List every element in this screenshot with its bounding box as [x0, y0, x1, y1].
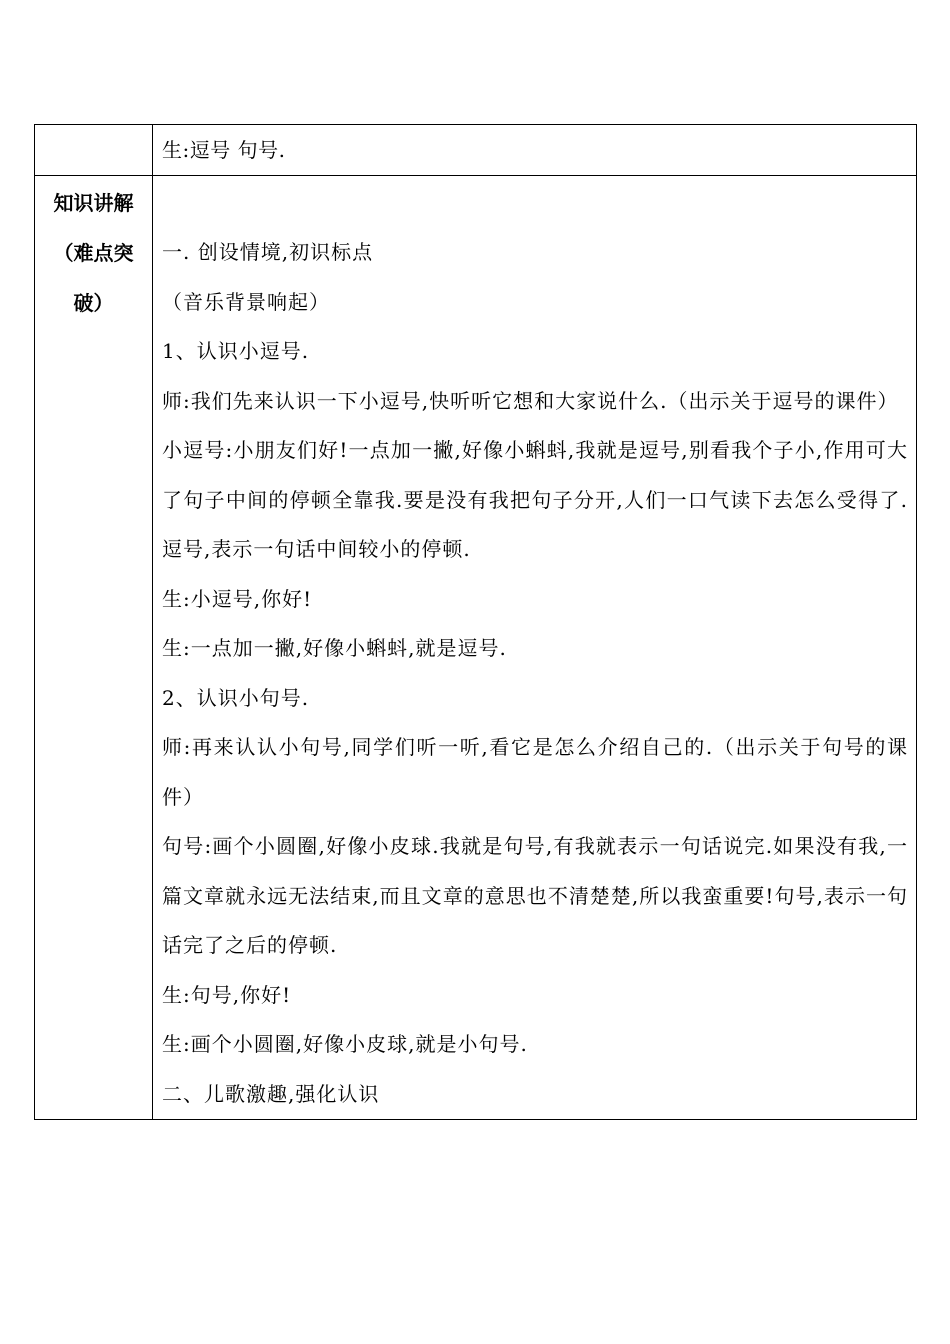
paragraph: 二、儿歌激趣,强化认识: [162, 1081, 380, 1106]
section-label-line: 破）: [73, 291, 114, 315]
section-label-cell: [35, 176, 153, 1120]
paragraph: 生:画个小圆圈,好像小皮球,就是小句号.: [162, 1032, 528, 1056]
paragraph: 师:再来认认小句号,同学们听一听,看它是怎么介绍自己的.（出示关于句号的课件）: [162, 735, 908, 809]
paragraph: 师:我们先来认识一下小逗号,快听听它想和大家说什么.（出示关于逗号的课件）: [162, 388, 899, 413]
paragraph: 2、认识小句号.: [162, 685, 310, 710]
paragraph: 生:句号,你好!: [162, 982, 292, 1007]
section-label-line: （难点突: [53, 241, 134, 265]
top-content-cell: 生:逗号 句号.: [153, 125, 917, 176]
table-row-top: [35, 125, 917, 176]
paragraph: 小逗号:小朋友们好!一点加一撇,好像小蝌蚪,我就是逗号,别看我个子小,作用可大了句子中间的停顿全靠我.要是没有我把句子分开,人们一口气读下去怎么受得了.逗号,表示一句话中间较小的停顿.: [162, 438, 908, 561]
paragraph: 一. 创设情境,初识标点: [162, 240, 374, 264]
paragraph: 生:一点加一撇,好像小蝌蚪,就是逗号.: [162, 636, 507, 660]
paragraph: 1、认识小逗号.: [162, 339, 310, 363]
lesson-plan-table: [34, 124, 917, 1120]
lesson-body: [162, 176, 908, 1119]
section-content-cell: [153, 176, 917, 1120]
paragraph: 生:小逗号,你好!: [162, 586, 313, 611]
section-label-line: 知识讲解: [53, 191, 134, 215]
paragraph: （音乐背景响起）: [162, 289, 330, 314]
top-label-cell: [35, 125, 153, 176]
paragraph: 句号:画个小圆圈,好像小皮球.我就是句号,有我就表示一句话说完.如果没有我,一篇文章就永远无法结束,而且文章的意思也不清楚楚,所以我蛮重要!句号,表示一句话完了之后的停顿.: [162, 834, 908, 957]
table-row-knowledge: [35, 176, 917, 1120]
